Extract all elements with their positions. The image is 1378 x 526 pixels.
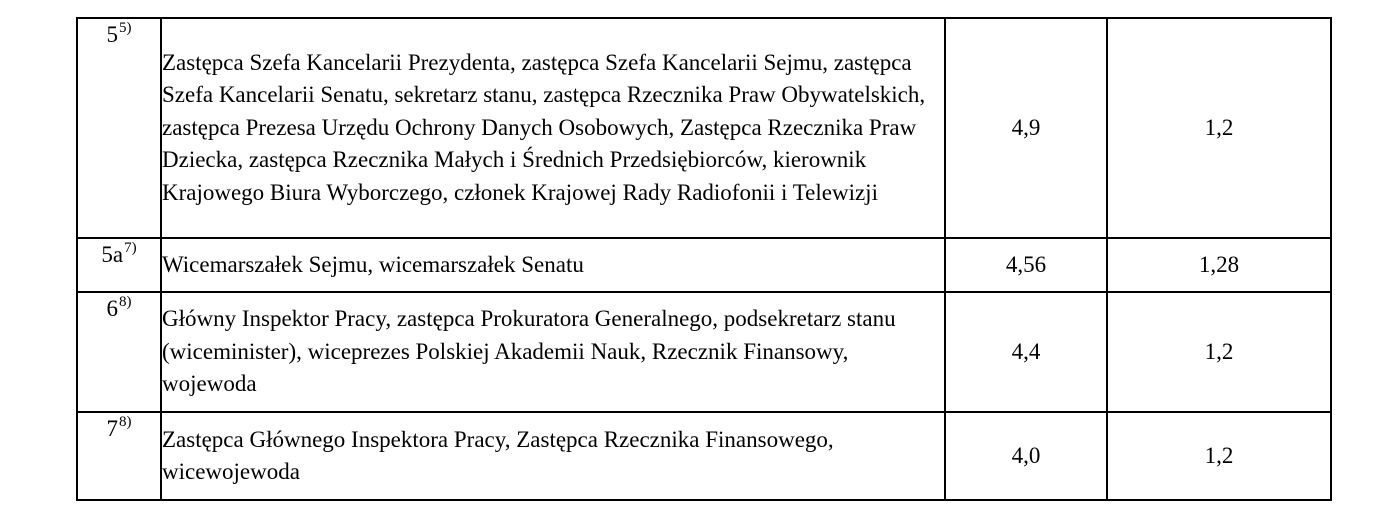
footnote-ref: 8) [119,414,132,430]
position-description: Wicemarszałek Sejmu, wicemarszałek Senatu [161,238,945,292]
supplement-value: 1,2 [1107,18,1331,238]
supplement-value: 1,2 [1107,292,1331,412]
row-number: 7 [106,416,118,441]
footnote-ref: 5) [119,20,132,36]
row-number-cell [77,238,161,292]
multiplier-value: 4,0 [945,412,1107,500]
position-description: Zastępca Głównego Inspektora Pracy, Zastępca Rzecznika Finansowego, wicewojewoda [161,412,945,500]
table-row [77,238,1331,292]
supplement-value: 1,2 [1107,412,1331,500]
row-number: 6 [106,296,118,321]
multiplier-value: 4,9 [945,18,1107,238]
table-row [77,412,1331,500]
row-number-cell [77,292,161,412]
salary-multiplier-table [76,17,1332,501]
multiplier-value: 4,4 [945,292,1107,412]
footnote-ref: 8) [119,294,132,310]
position-description: Główny Inspektor Pracy, zastępca Prokuratora Generalnego, podsekretarz stanu (wiceminister), wiceprezes Polskiej Akademii Nauk, Rzecznik Finansowy, wojewoda [161,292,945,412]
supplement-value: 1,28 [1107,238,1331,292]
row-number-cell [77,412,161,500]
row-number: 5a [101,242,124,267]
multiplier-value: 4,56 [945,238,1107,292]
table-row [77,18,1331,238]
table-row [77,292,1331,412]
row-number: 5 [106,22,118,47]
row-number-cell [77,18,161,238]
position-description: Zastępca Szefa Kancelarii Prezydenta, zastępca Szefa Kancelarii Sejmu, zastępca Szefa Kancelarii Senatu, sekretarz stanu, zastępca Rzecznika Praw Obywatelskich, zastępca Prezesa Urzędu Ochrony Danych Osobowych, Zastępca Rzecznika Praw Dziecka, zastępca Rzecznika Małych i Średnich Przedsiębiorców, kierownik Krajowego Biura Wyborczego, członek Krajowej Rady Radiofonii i Telewizji [161,18,945,238]
table-body [77,18,1331,500]
footnote-ref: 7) [124,240,137,256]
